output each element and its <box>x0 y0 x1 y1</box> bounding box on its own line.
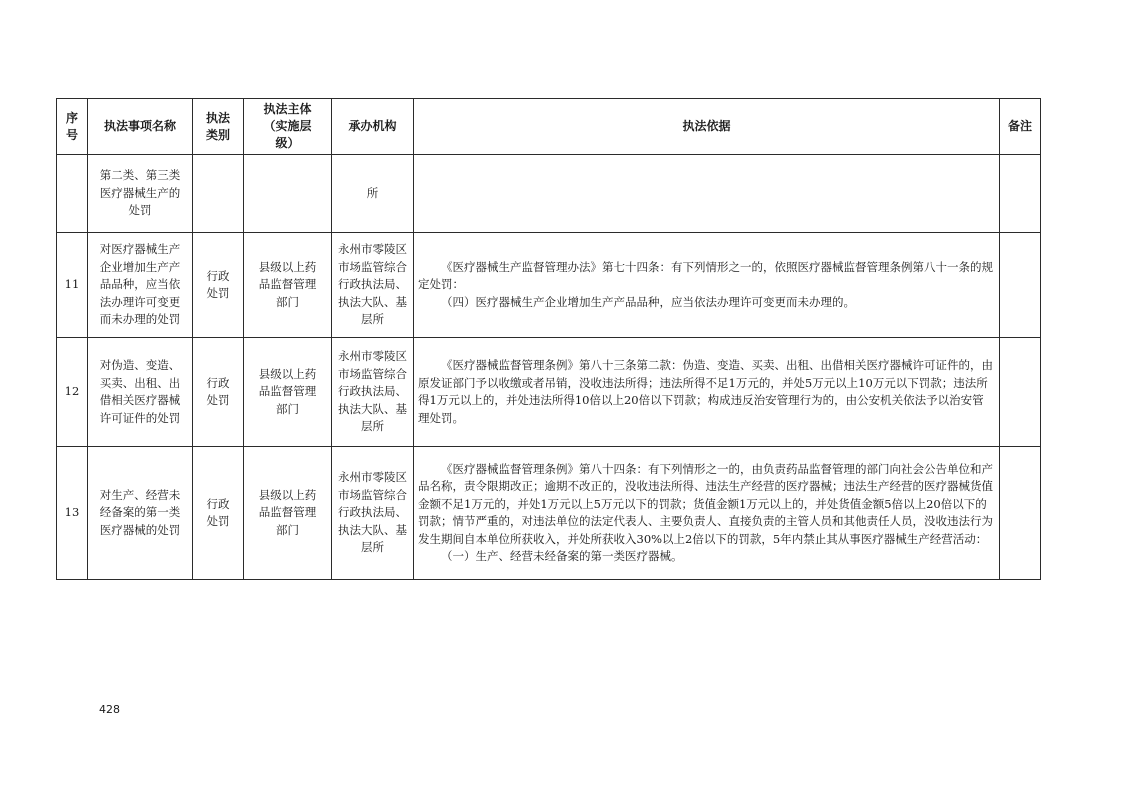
header-name: 执法事项名称 <box>88 99 193 155</box>
table-row <box>57 233 1041 338</box>
cell-category: 行政处罚 <box>193 338 244 447</box>
cell-remark <box>1000 447 1041 580</box>
header-category: 执法类别 <box>193 99 244 155</box>
cell-basis <box>414 233 1000 338</box>
header-basis: 执法依据 <box>414 99 1000 155</box>
basis-paragraph: 《医疗器械监督管理条例》第八十三条第二款：伪造、变造、买卖、出租、出借相关医疗器械许可证件的，由原发证部门予以收缴或者吊销，没收违法所得；违法所得不足1万元的，并处5万元以上10万元以下罚款；违法所得1万元以上的，并处违法所得10倍以上20倍以下罚款；构成违反治安管理行为的，由公安机关依法予以治安管理处罚。 <box>418 358 993 425</box>
cell-basis <box>414 155 1000 233</box>
cell-no: 11 <box>57 233 88 338</box>
cell-agency: 所 <box>332 155 414 233</box>
cell-no <box>57 155 88 233</box>
header-subject: 执法主体（实施层级） <box>244 99 332 155</box>
cell-remark <box>1000 155 1041 233</box>
header-remark: 备注 <box>1000 99 1041 155</box>
page-number: 428 <box>99 703 120 716</box>
basis-paragraph: （四）医疗器械生产企业增加生产产品品种，应当依法办理许可变更而未办理的。 <box>441 294 855 309</box>
cell-subject <box>244 155 332 233</box>
basis-paragraph: （一）生产、经营未经备案的第一类医疗器械。 <box>441 549 683 563</box>
cell-basis <box>414 338 1000 447</box>
cell-category: 行政处罚 <box>193 233 244 338</box>
cell-agency: 永州市零陵区市场监管综合行政执法局、执法大队、基层所 <box>332 447 414 580</box>
table-row <box>57 155 1041 233</box>
basis-paragraph: 《医疗器械生产监督管理办法》第七十四条：有下列情形之一的，依照医疗器械监督管理条例第八十一条的规定处罚： <box>418 259 993 292</box>
table-row <box>57 338 1041 447</box>
header-agency: 承办机构 <box>332 99 414 155</box>
cell-name: 对伪造、变造、买卖、出租、出借相关医疗器械许可证件的处罚 <box>88 338 193 447</box>
table-row <box>57 447 1041 580</box>
cell-category <box>193 155 244 233</box>
cell-category: 行政处罚 <box>193 447 244 580</box>
cell-no: 13 <box>57 447 88 580</box>
cell-no: 12 <box>57 338 88 447</box>
cell-remark <box>1000 338 1041 447</box>
cell-basis <box>414 447 1000 580</box>
cell-remark <box>1000 233 1041 338</box>
enforcement-table <box>56 98 1041 580</box>
cell-subject: 县级以上药品监督管理部门 <box>244 338 332 447</box>
cell-name: 对医疗器械生产企业增加生产产品品种，应当依法办理许可变更而未办理的处罚 <box>88 233 193 338</box>
basis-paragraph: 《医疗器械监督管理条例》第八十四条：有下列情形之一的，由负责药品监督管理的部门向社会公告单位和产品名称，责令限期改正；逾期不改正的，没收违法所得、违法生产经营的医疗器械；违法生产经营的医疗器械货值金额不足1万元的，并处1万元以上5万元以下的罚款；货值金额1万元以上的，并处货值金额5倍以上20倍以下的罚款；情节严重的，对违法单位的法定代表人、主要负责人、直接负责的主管人员和其他责任人员，没收违法行为发生期间自本单位所获收入，并处所获收入30%以上2倍以下的罚款，5年内禁止其从事医疗器械生产经营活动： <box>418 461 993 546</box>
cell-agency: 永州市零陵区市场监管综合行政执法局、执法大队、基层所 <box>332 338 414 447</box>
cell-name: 第二类、第三类医疗器械生产的处罚 <box>88 155 193 233</box>
cell-subject: 县级以上药品监督管理部门 <box>244 233 332 338</box>
cell-name: 对生产、经营未经备案的第一类医疗器械的处罚 <box>88 447 193 580</box>
cell-subject: 县级以上药品监督管理部门 <box>244 447 332 580</box>
table-header-row <box>57 99 1041 155</box>
header-no: 序号 <box>57 99 88 155</box>
cell-agency: 永州市零陵区市场监管综合行政执法局、执法大队、基层所 <box>332 233 414 338</box>
